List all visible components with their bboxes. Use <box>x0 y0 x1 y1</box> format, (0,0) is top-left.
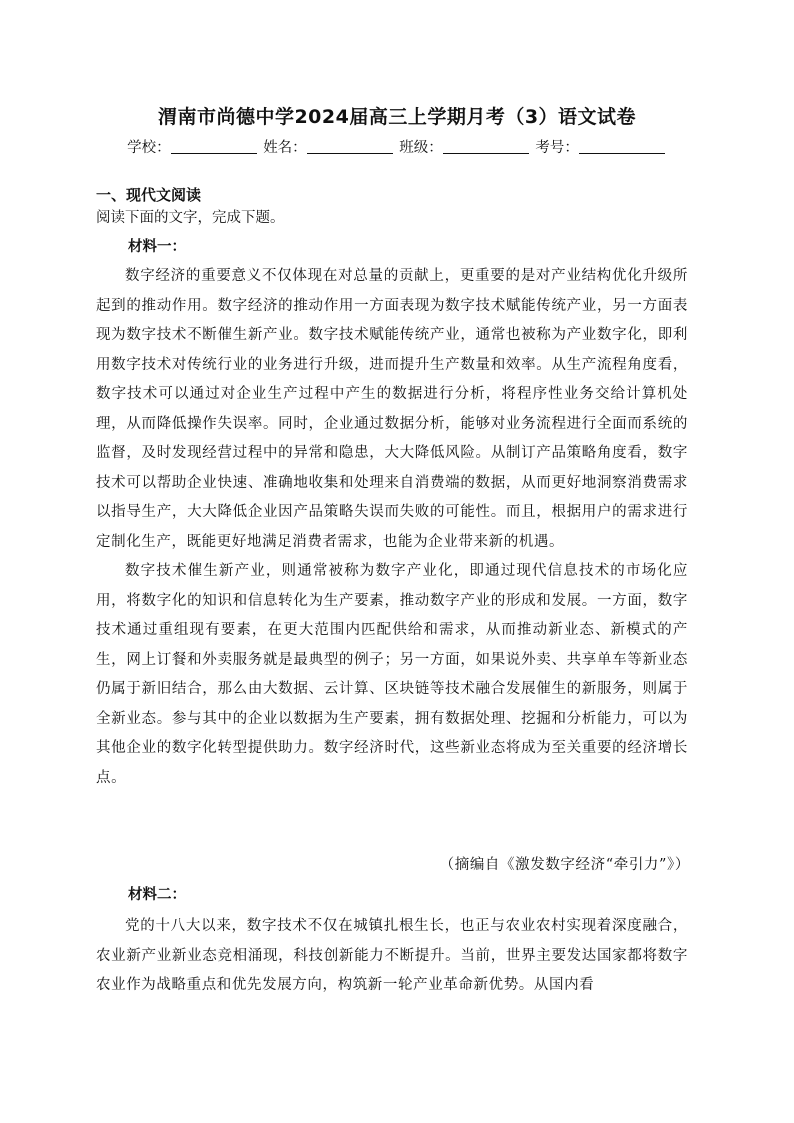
school-blank[interactable] <box>171 139 257 154</box>
material2-body <box>96 912 688 1001</box>
exam-no-label: 考号： <box>535 140 579 156</box>
material1-body <box>96 262 688 793</box>
material2-paragraph: 党的十八大以来，数字技术不仅在城镇扎根生长，也正与农业农村实现着深度融合，农业新产业新业态竞相涌现，科技创新能力不断提升。当前，世界主要发达国家都将数字农业作为战略重点和优先发展方向，构筑新一轮产业革命新优势。从国内看 <box>96 918 688 993</box>
material1-label: 材料一： <box>128 239 186 255</box>
section-instruction: 阅读下面的文字，完成下题。 <box>96 210 285 226</box>
material2-label: 材料二： <box>128 887 186 903</box>
exam-title: 渭南市尚德中学2024届高三上学期月考（3）语文试卷 <box>157 106 637 128</box>
exam-no-field <box>535 136 667 157</box>
section-heading: 一、现代文阅读 <box>96 186 202 204</box>
student-info-line <box>0 136 794 157</box>
material1-source: （摘编自《激发数字经济“牵引力”》） <box>439 857 690 873</box>
school-label: 学校： <box>127 140 171 156</box>
school-field <box>127 136 259 157</box>
name-label: 姓名： <box>263 140 307 156</box>
material1-paragraph: 数字技术催生新产业，则通常被称为数字产业化，即通过现代信息技术的市场化应用，将数字化的知识和信息转化为生产要素，推动数字产业的形成和发展。一方面，数字技术通过重组现有要素，在更大范围内匹配供给和需求，从而推动新业态、新模式的产生，网上订餐和外卖服务就是最典型的例子；另一方面，如果说外卖、共享单车等新业态仍属于新旧结合，那么由大数据、云计算、区块链等技术融合发展催生的新服务，则属于全新业态。参与其中的企业以数据为生产要素，拥有数据处理、挖掘和分析能力，可以为其他企业的数字化转型提供助力。数字经济时代，这些新业态将成为至关重要的经济增长点。 <box>96 563 688 786</box>
name-field <box>263 136 395 157</box>
class-field <box>399 136 531 157</box>
name-blank[interactable] <box>307 139 393 154</box>
class-label: 班级： <box>399 140 443 156</box>
material1-paragraph: 数字经济的重要意义不仅体现在对总量的贡献上，更重要的是对产业结构优化升级所起到的推动作用。数字经济的推动作用一方面表现为数字技术赋能传统产业，另一方面表现为数字技术不断催生新产业。数字技术赋能传统产业，通常也被称为产业数字化，即利用数字技术对传统行业的业务进行升级，进而提升生产数量和效率。从生产流程角度看，数字技术可以通过对企业生产过程中产生的数据进行分析，将程序性业务交给计算机处理，从而降低操作失误率。同时，企业通过数据分析，能够对业务流程进行全面而系统的监督，及时发现经营过程中的异常和隐患，大大降低风险。从制订产品策略角度看，数字技术可以帮助企业快速、准确地收集和处理来自消费端的数据，从而更好地洞察消费需求以指导生产，大大降低企业因产品策略失误而失败的可能性。而且，根据用户的需求进行定制化生产，既能更好地满足消费者需求，也能为企业带来新的机遇。 <box>96 268 688 550</box>
exam-no-blank[interactable] <box>579 139 665 154</box>
class-blank[interactable] <box>443 139 529 154</box>
